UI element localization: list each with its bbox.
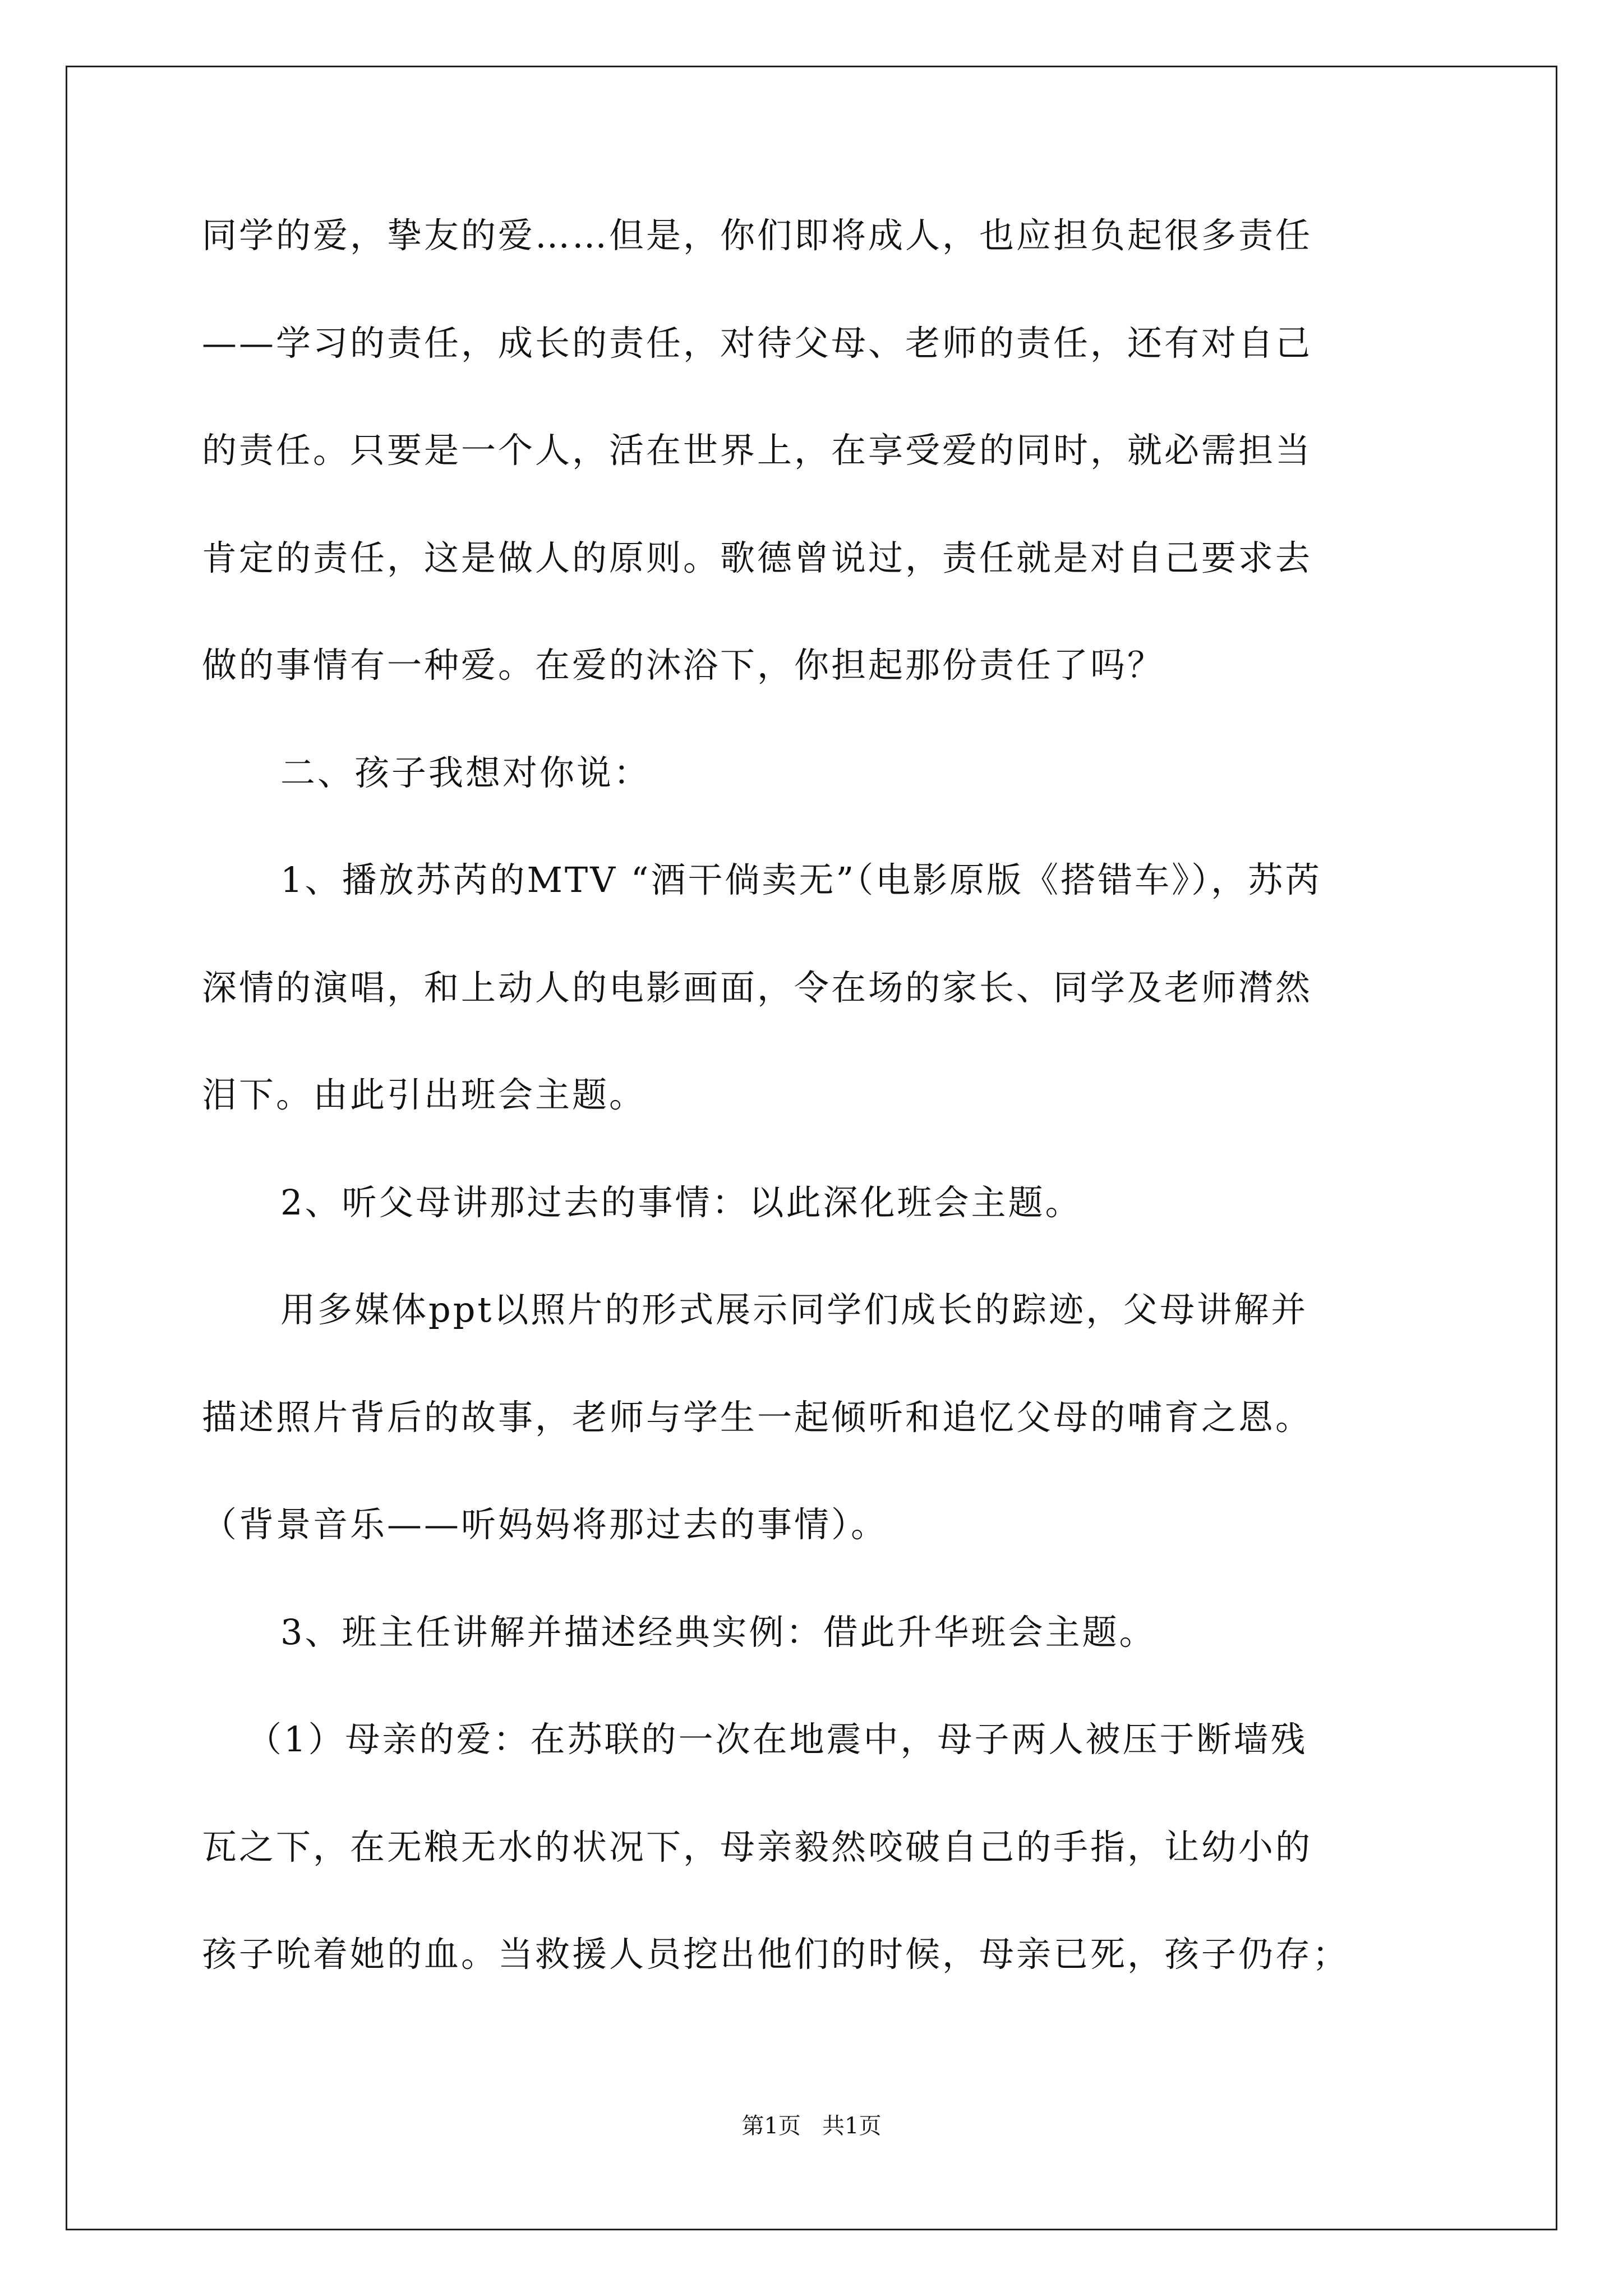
text-line: 深情的演唱，和上动人的电影画面，令在场的家长、同学及老师潸然: [202, 967, 1313, 1008]
text-line: （背景音乐——听妈妈将那过去的事情）。: [202, 1504, 888, 1545]
section-heading: 二、孩子我想对你说：: [280, 752, 651, 793]
text-line: 孩子吮着她的血。当救援人员挖出他们的时候，母亲已死，孩子仍存；: [202, 1934, 1350, 1975]
text-line: （1）母亲的爱：在苏联的一次在地震中，母子两人被压于断墙残: [247, 1719, 1308, 1760]
text-line: 同学的爱，挚友的爱……但是，你们即将成人，也应担负起很多责任: [202, 215, 1313, 256]
text-line: 3、班主任讲解并描述经典实例：借此升华班会主题。: [280, 1612, 1156, 1653]
page-border: [66, 66, 1557, 2230]
text-line: ——学习的责任，成长的责任，对待父母、老师的责任，还有对自己: [202, 323, 1313, 364]
text-line: 2、听父母讲那过去的事情：以此深化班会主题。: [280, 1182, 1082, 1223]
text-line: 做的事情有一种爱。在爱的沐浴下，你担起那份责任了吗？: [202, 645, 1165, 685]
text-line: 瓦之下，在无粮无水的状况下，母亲毅然咬破自己的手指，让幼小的: [202, 1826, 1313, 1867]
text-line: 肯定的责任，这是做人的原则。歌德曾说过，责任就是对自己要求去: [202, 537, 1313, 578]
text-line: 1、播放苏芮的MTV “酒干倘卖无”（电影原版《搭错车》），苏芮: [280, 859, 1322, 900]
text-line: 的责任。只要是一个人，活在世界上，在享受爱的同时，就必需担当: [202, 430, 1313, 471]
text-line: 描述照片背后的故事，老师与学生一起倾听和追忆父母的哺育之恩。: [202, 1397, 1313, 1438]
text-line: 泪下。由此引出班会主题。: [202, 1074, 647, 1115]
page-footer: 第1页 共1页: [741, 2113, 882, 2139]
text-line: 用多媒体ppt以照片的形式展示同学们成长的踪迹，父母讲解并: [280, 1289, 1308, 1330]
